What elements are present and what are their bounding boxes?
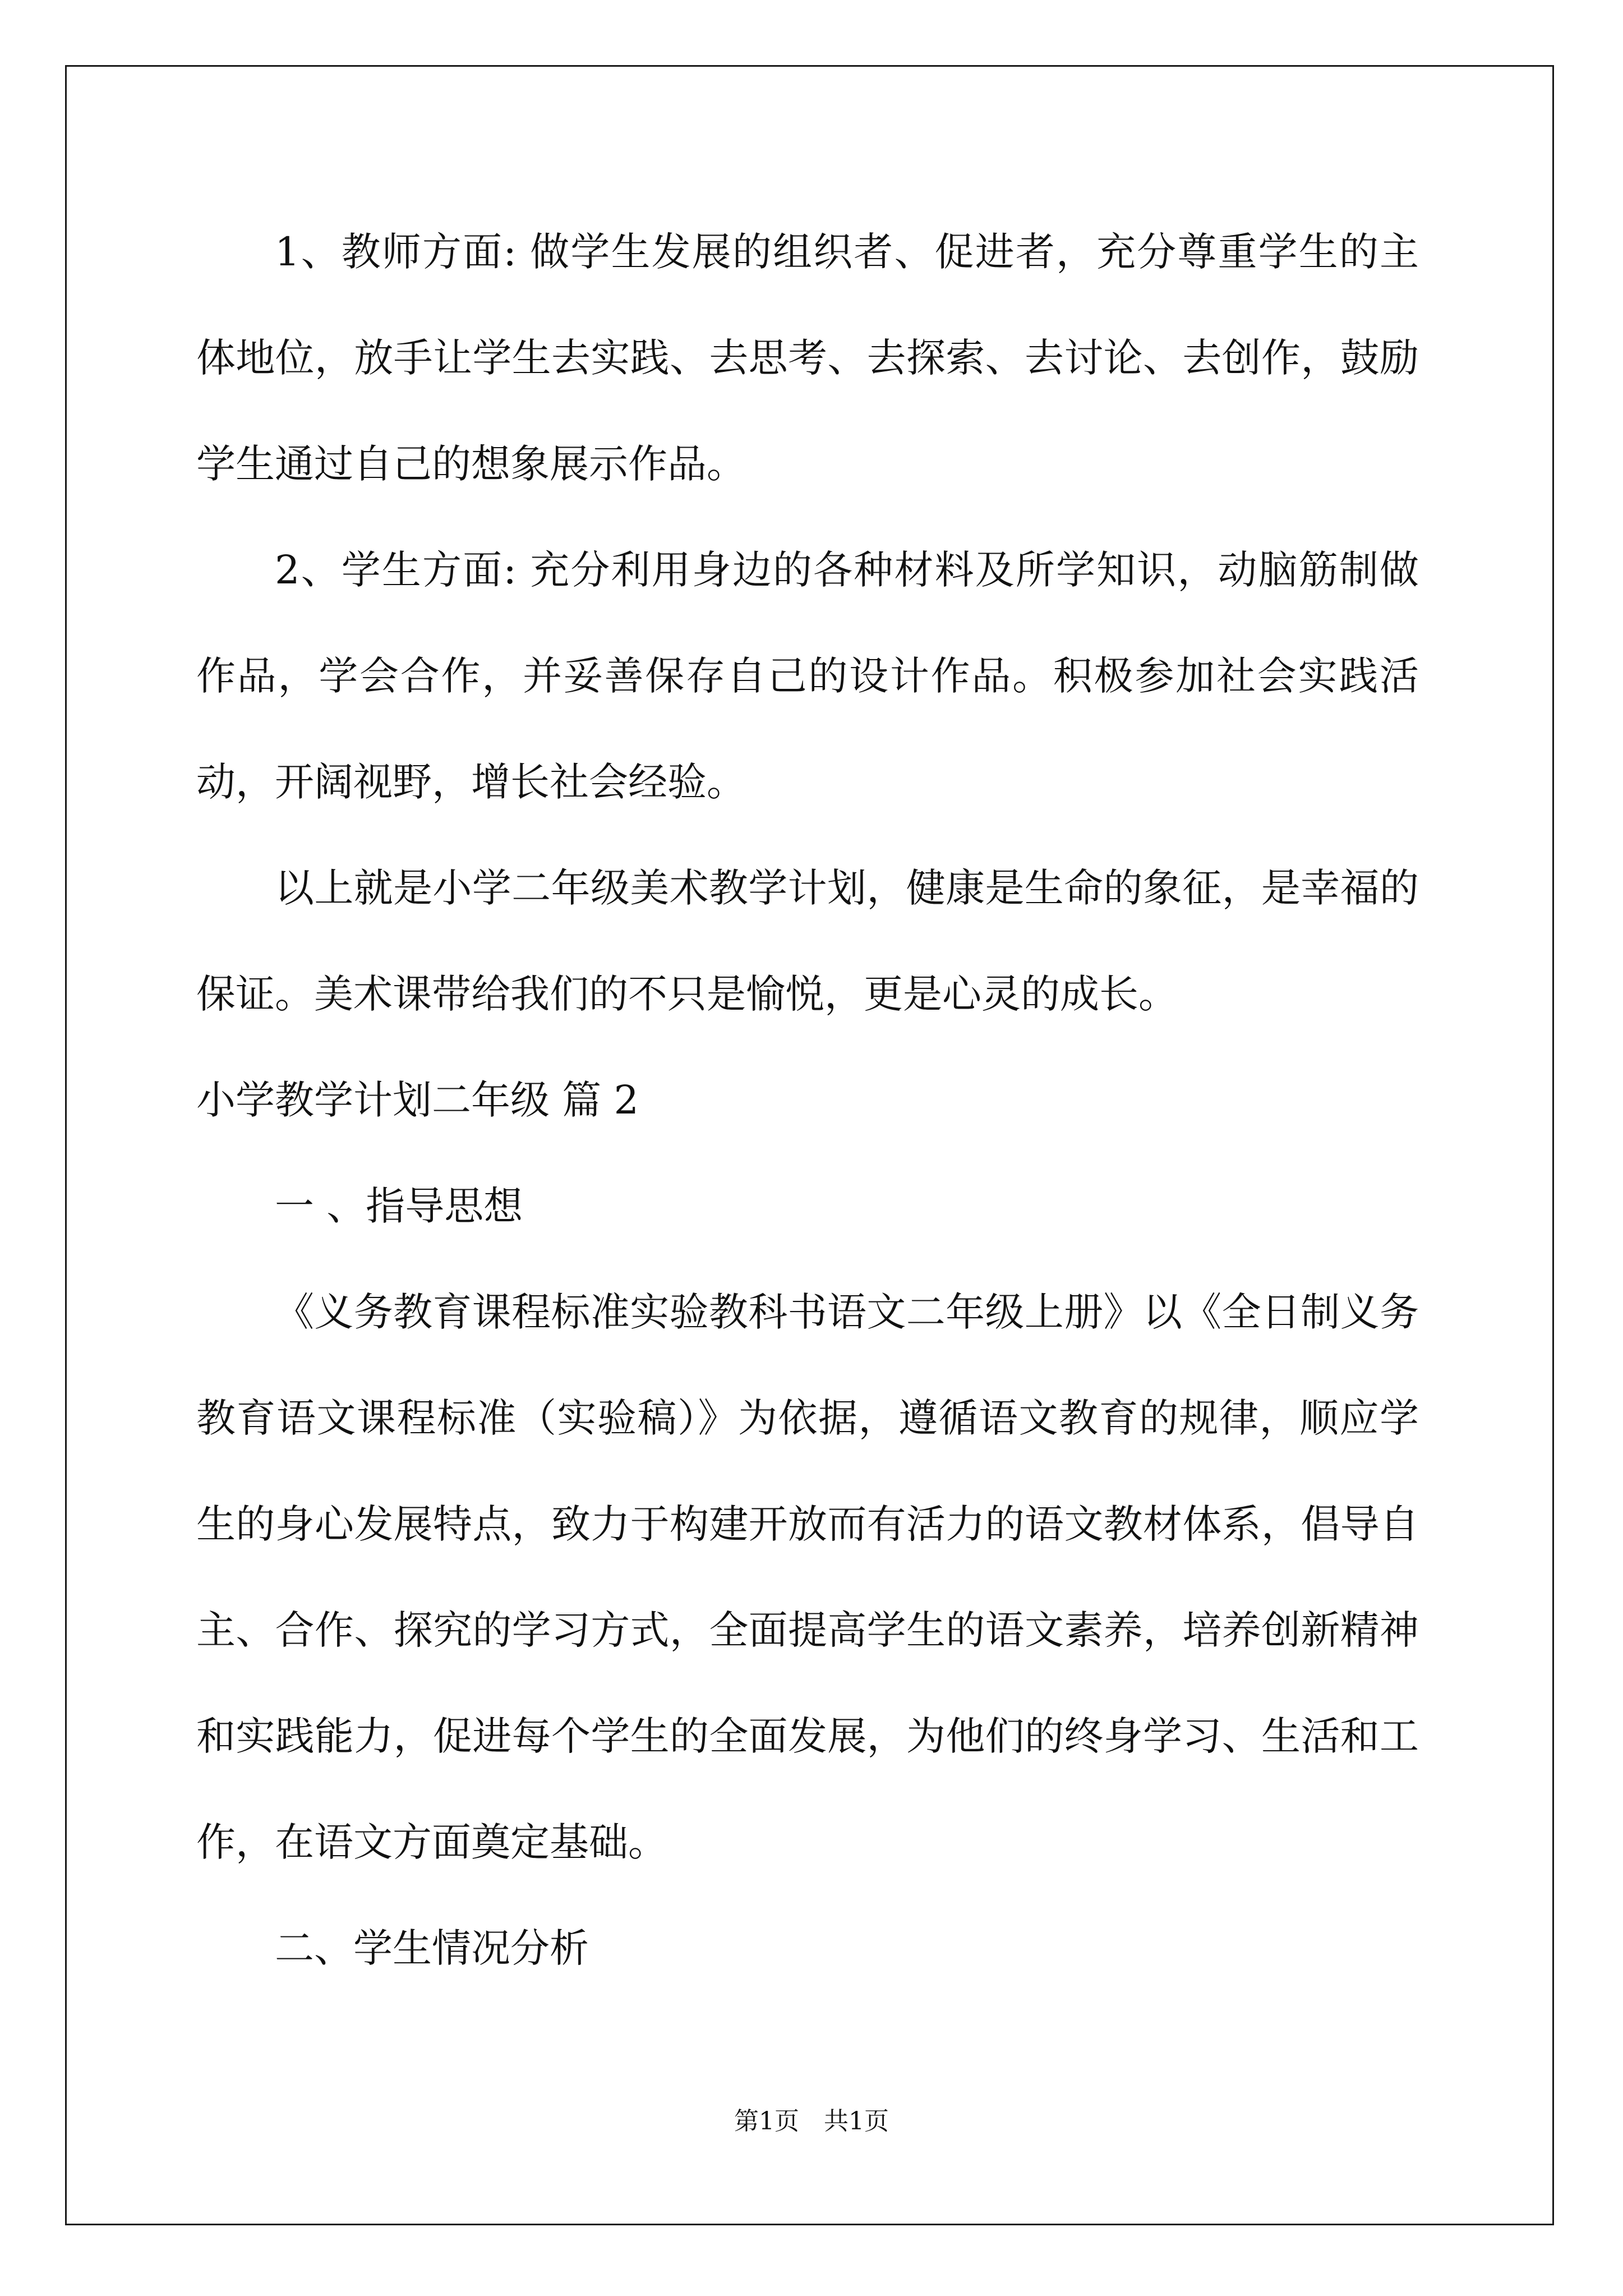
heading-guiding-ideology: 一 、指导思想 xyxy=(275,1183,523,1229)
section-title: 小学教学计划二年级 篇 2 xyxy=(196,1077,639,1123)
paragraph-guiding-ideology: 《义务教育课程标准实验教科书语文二年级上册》以《全日制义务教育语文课程标准（实验稿）》为依据，遵循语文教育的规律，顺应学生的身心发展特点，致力于构建开放而有活力的语文教材体系，倡导自主、合作、探究的学习方式，全面提高学生的语文素养，培养创新精神和实践能力，促进每个学生的全面发展，为他们的终身学习、生活和工作，在语文方面奠定基础。 xyxy=(196,1289,1419,1865)
paragraph-teacher: 1、教师方面: 做学生发展的组织者、促进者，充分尊重学生的主体地位，放手让学生去实践、去思考、去探索、去讨论、去创作，鼓励学生通过自己的想象展示作品。 xyxy=(196,229,1419,487)
paragraph-student: 2、学生方面: 充分利用身边的各种材料及所学知识，动脑筋制做作品，学会合作，并妥善保存自己的设计作品。积极参加社会实践活动，开阔视野，增长社会经验。 xyxy=(196,547,1419,805)
heading-student-analysis: 二、学生情况分析 xyxy=(275,1925,589,1971)
page-footer: 第1页 共1页 xyxy=(734,2107,889,2136)
paragraph-summary: 以上就是小学二年级美术教学计划，健康是生命的象征，是幸福的保证。美术课带给我们的不只是愉悦，更是心灵的成长。 xyxy=(196,865,1419,1017)
document-body xyxy=(196,199,1419,2001)
